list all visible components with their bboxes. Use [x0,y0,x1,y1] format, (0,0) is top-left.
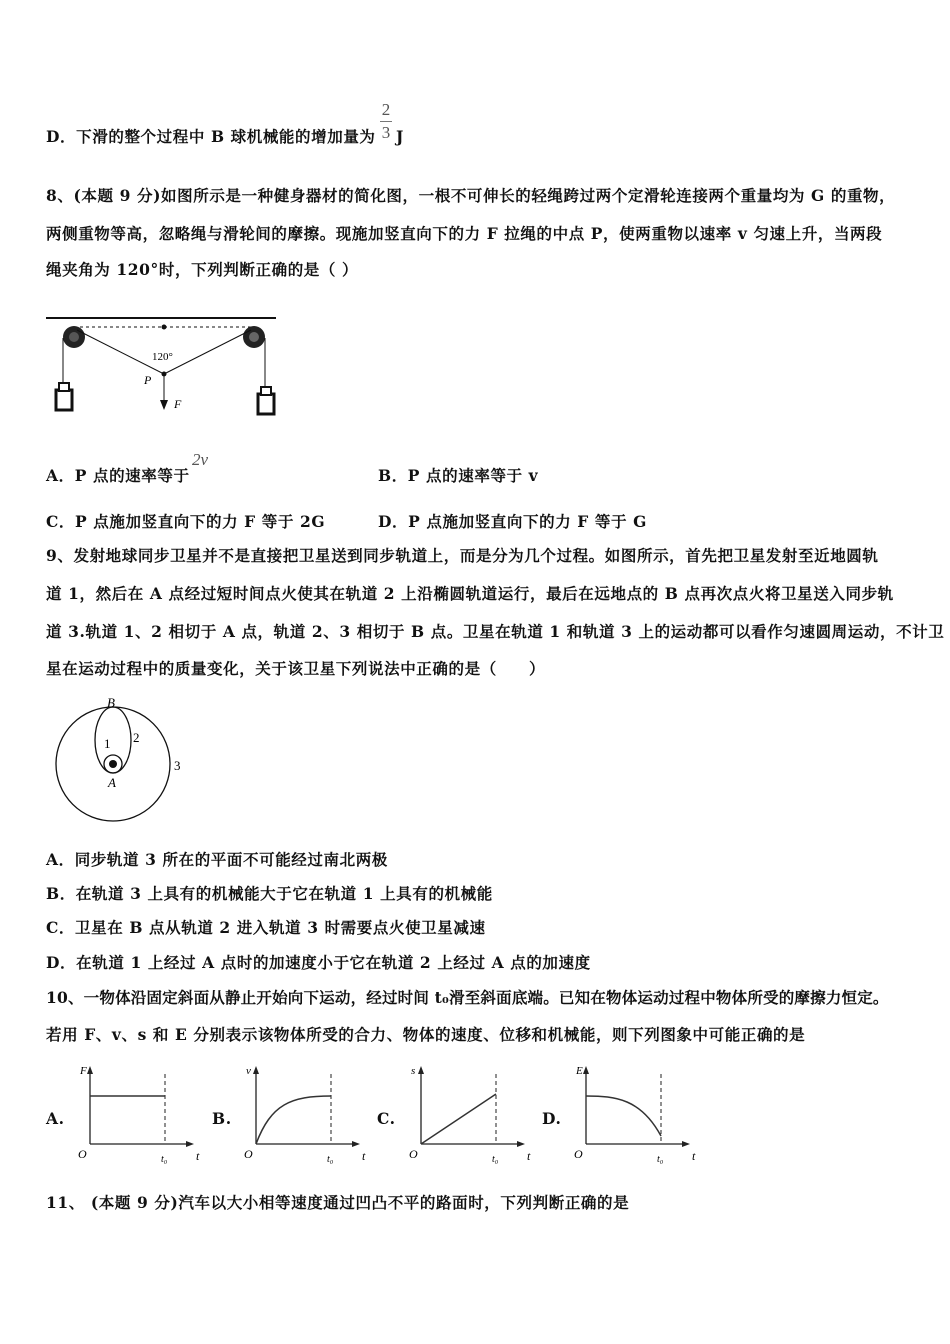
orbit-3-label: 3 [174,758,181,773]
q7-unit: J [396,127,404,146]
left-weight [56,390,72,410]
point-label: P [144,373,152,387]
force-label: F [174,397,182,411]
q10-graph-option [542,1062,702,1172]
earth [109,760,117,768]
q9-stem-line: 星在运动过程中的质量变化，关于该卫星下列说法中正确的是（ ） [46,659,546,678]
right-weight [258,394,274,414]
q8-option-a: A．P 点的速率等于 [46,466,190,485]
q9-option-a: A．同步轨道 3 所在的平面不可能经过南北两极 [46,850,388,869]
x-axis-arrow [682,1141,690,1147]
graph-curve [586,1096,661,1136]
q8-option-c: C．P 点施加竖直向下的力 F 等于 2G [46,512,326,531]
y-axis-arrow [418,1066,424,1074]
q10-graph [240,1062,370,1172]
t0-label: t₀ [327,1154,334,1165]
x-axis-label: t [362,1149,366,1163]
q10-graph-option [46,1062,206,1172]
q9-option-c: C．卫星在 B 点从轨道 2 进入轨道 3 时需要点火使卫星减速 [46,918,486,937]
midpoint-dot [162,325,167,330]
origin-label: O [409,1147,418,1161]
fraction-bar [380,121,392,122]
rope-right [164,330,251,374]
angle-label: 120° [152,351,173,363]
q8-option-b: B．P 点的速率等于 v [378,466,539,485]
t0-label: t₀ [657,1154,664,1165]
q9-stem-line: 道 3.轨道 1、2 相切于 A 点，轨道 2、3 相切于 B 点。卫星在轨道 1 和轨道 3 上的运动都可以看作匀速圆周运动，不计卫 [46,622,945,641]
fraction-denominator: 3 [381,123,391,142]
q10-option-label: A. [46,1109,65,1128]
orbit-2-label: 2 [133,730,140,745]
x-axis-arrow [186,1141,194,1147]
y-axis-arrow [253,1066,259,1074]
y-axis-label: F [80,1065,87,1077]
graph-curve [256,1096,331,1144]
q10-graph-option [212,1062,372,1172]
y-axis-label: v [246,1065,251,1077]
fraction-numerator: 2 [381,100,391,119]
y-axis-label: E [576,1065,583,1077]
label-a: A [108,775,116,790]
q8-stem-line: 绳夹角为 120°时，下列判断正确的是（ ） [46,260,359,279]
q10-graph [570,1062,700,1172]
q9-stem-line: 道 1，然后在 A 点经过短时间点火使其在轨道 2 上沿椭圆轨道运行，最后在远地点的 B 点再次点火将卫星送入同步轨 [46,584,894,603]
q7-option-d [46,127,376,147]
q7-option-d-text: D．下滑的整个过程中 B 球机械能的增加量为 [46,127,376,146]
y-axis-label: s [411,1065,416,1077]
q10-option-label: C. [377,1109,396,1128]
q10-stem-line: 10、一物体沿固定斜面从静止开始向下运动，经过时间 t₀滑至斜面底端。已知在物体运动过程中物体所受的摩擦力恒定。 [46,988,889,1007]
y-axis-arrow [583,1066,589,1074]
q7-fraction [380,100,392,143]
orbit-diagram [46,690,196,825]
q8-option-a-expression: 2v [192,450,209,469]
origin-label: O [574,1147,583,1161]
q9-option-d: D．在轨道 1 上经过 A 点时的加速度小于它在轨道 2 上经过 A 点的加速度 [46,953,591,972]
origin-label: O [78,1147,87,1161]
q8-stem-line: 8、(本题 9 分)如图所示是一种健身器材的简化图，一根不可伸长的轻绳跨过两个定滑轮连接两个重量均为 G 的重物， [46,186,896,205]
x-axis-label: t [196,1149,200,1163]
q10-option-label: D. [542,1109,562,1128]
q10-graph-option [377,1062,537,1172]
t0-label: t₀ [161,1154,168,1165]
q10-option-label: B. [212,1109,232,1128]
orbit-1-label: 1 [104,736,111,751]
x-axis-label: t [692,1149,696,1163]
q9-option-b: B．在轨道 3 上具有的机械能大于它在轨道 1 上具有的机械能 [46,884,493,903]
graph-curve [421,1094,496,1144]
q10-graph [74,1062,204,1172]
y-axis-arrow [87,1066,93,1074]
q9-stem-line: 9、发射地球同步卫星并不是直接把卫星送到同步轨道上，而是分为几个过程。如图所示，首先把卫星发射至近地圆轨 [46,546,879,565]
rope-left [77,330,164,374]
pulley-diagram [44,310,280,420]
x-axis-arrow [352,1141,360,1147]
x-axis-arrow [517,1141,525,1147]
q11-stem-line: 11、 (本题 9 分)汽车以大小相等速度通过凹凸不平的路面时，下列判断正确的是 [46,1193,630,1212]
t0-label: t₀ [492,1154,499,1165]
q10-stem-line: 若用 F、v、s 和 E 分别表示该物体所受的合力、物体的速度、位移和机械能，则下列图象中可能正确的是 [46,1025,806,1044]
q8-option-d: D．P 点施加竖直向下的力 F 等于 G [378,512,647,531]
origin-label: O [244,1147,253,1161]
label-b: B [107,695,115,710]
x-axis-label: t [527,1149,531,1163]
q10-graph [405,1062,535,1172]
q8-stem-line: 两侧重物等高，忽略绳与滑轮间的摩擦。现施加竖直向下的力 F 拉绳的中点 P，使两重物以速率 v 匀速上升，当两段 [46,224,883,243]
